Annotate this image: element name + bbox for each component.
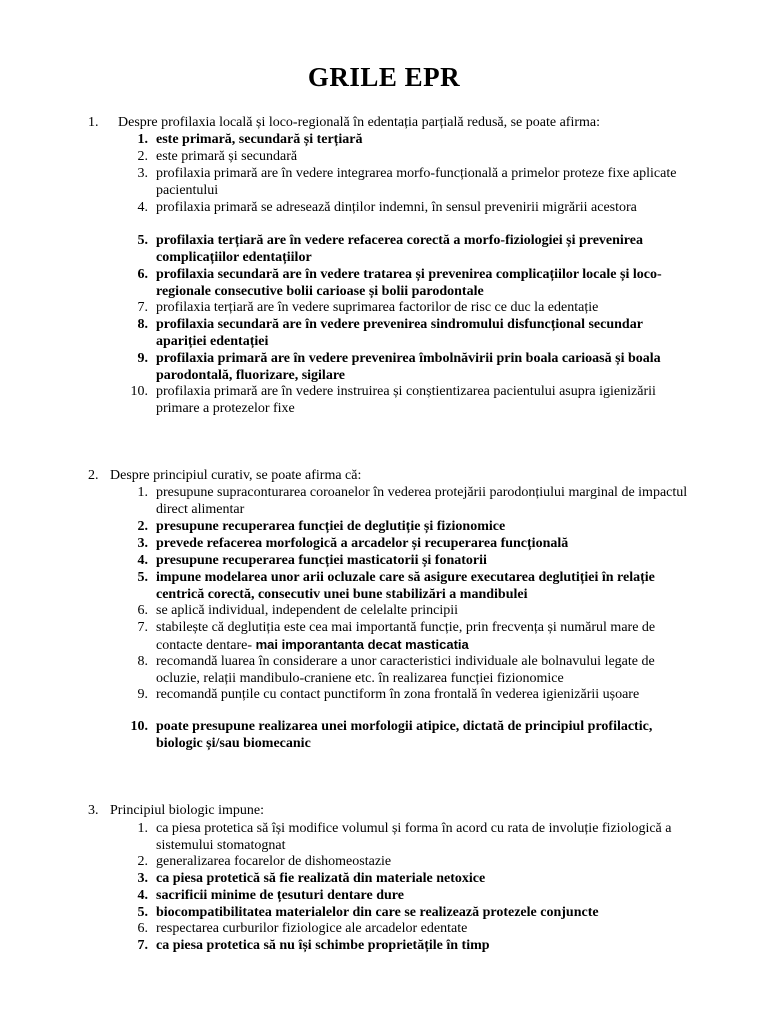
question-text: Despre profilaxia locală și loco-regională în edentația parțială redusă, se poate afirma: (118, 115, 601, 130)
question-number: 3. (88, 803, 99, 818)
question-text: Principiul biologic impune: (110, 803, 264, 818)
answer-note: mai imporantanta decat masticatia (252, 637, 469, 652)
document-title: GRILE EPR (307, 62, 461, 92)
question-text: Despre principiul curativ, se poate afirma că: (110, 468, 362, 483)
question-number: 1. (88, 115, 99, 130)
question-number: 2. (88, 468, 99, 483)
